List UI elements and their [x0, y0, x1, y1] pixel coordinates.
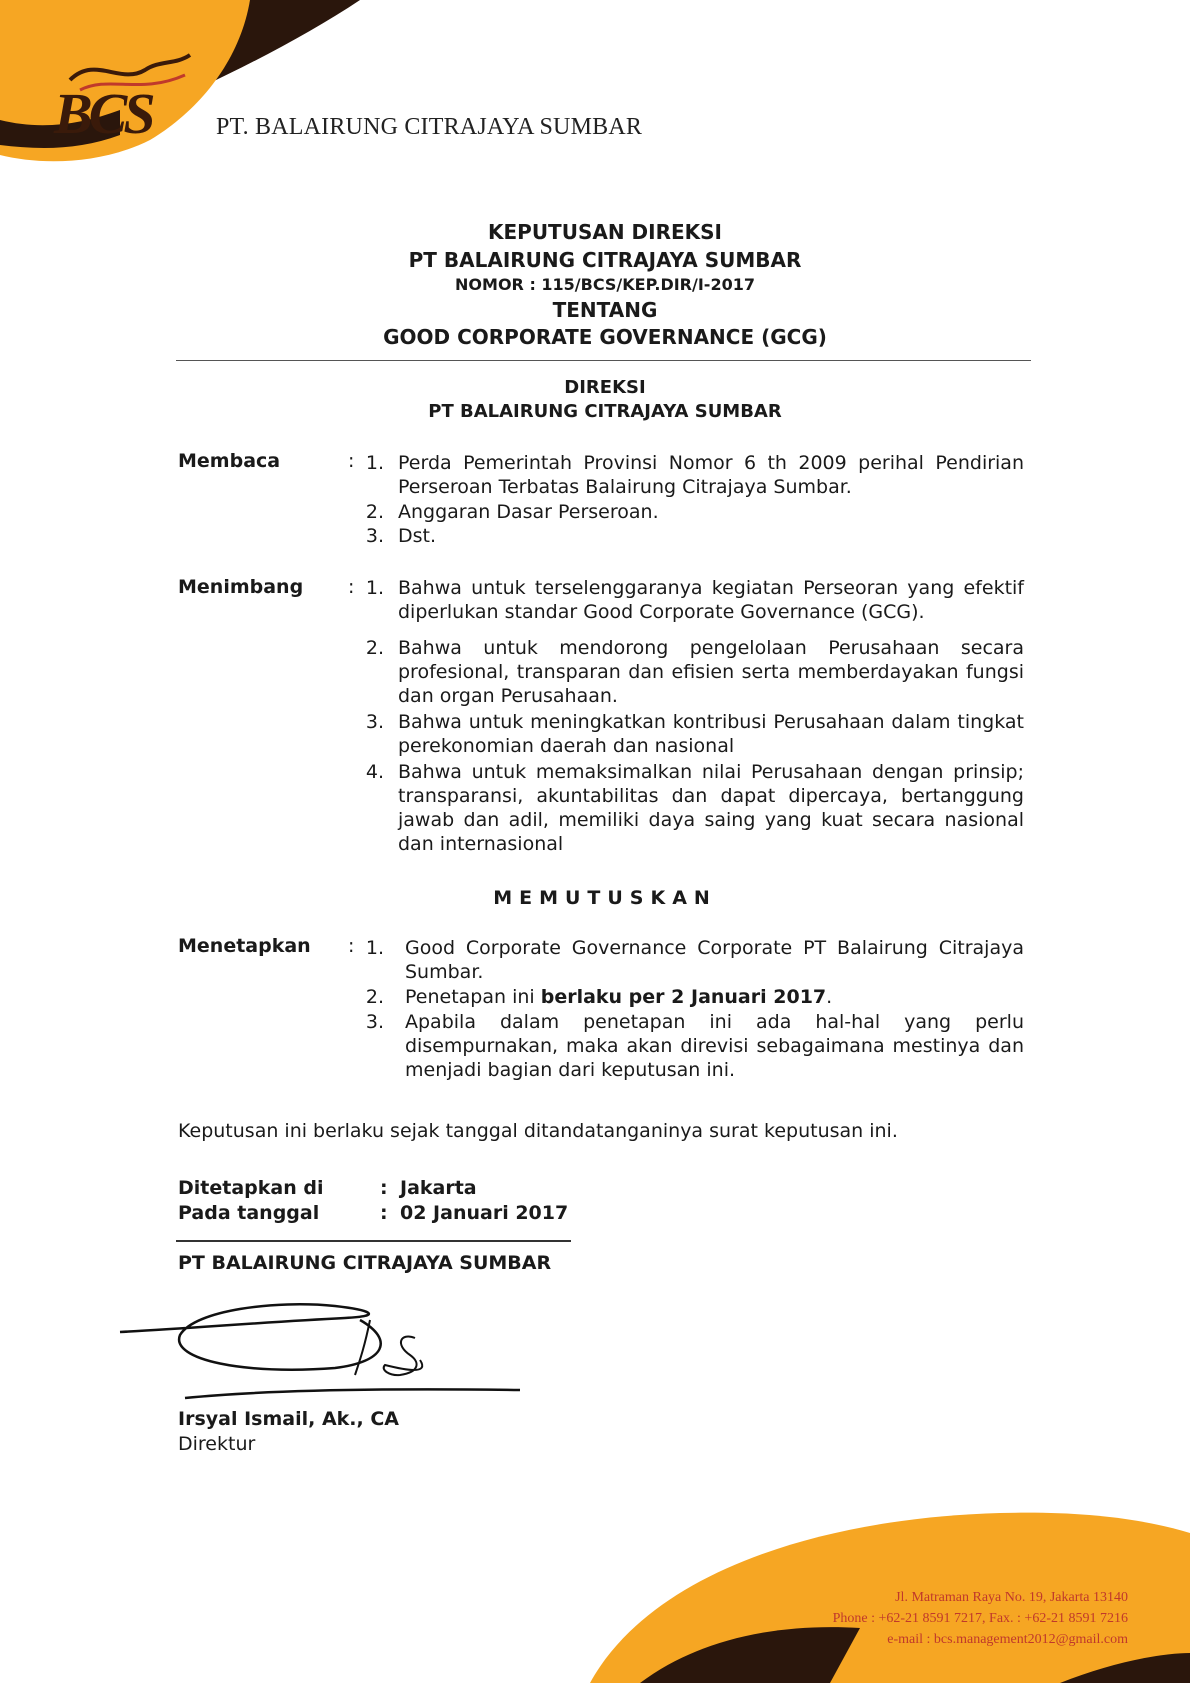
list-number: 1.	[365, 937, 384, 959]
list-item: Good Corporate Governance Corporate PT Balairung Citrajaya Sumbar.	[405, 937, 1024, 983]
list-item: Perda Pemerintah Provinsi Nomor 6 th 2009 perihal Pendirian Perseroan Terbatas Balairung Citrajaya Sumbar.	[398, 452, 1024, 498]
signature-image	[115, 1250, 535, 1400]
closing-statement: Keputusan ini berlaku sejak tanggal ditandatanganinya surat keputusan ini.	[178, 1120, 898, 1142]
list-number: 2.	[365, 637, 384, 659]
decision-about: TENTANG	[552, 298, 658, 322]
list-item-prefix: Penetapan ini	[405, 986, 541, 1008]
list-item-suffix: .	[826, 986, 833, 1008]
list-item: Bahwa untuk terselenggaranya kegiatan Perseoran yang efektif diperlukan standar Good Corporate Governance (GCG).	[398, 577, 1024, 623]
memutuskan-heading: MEMUTUSKAN	[493, 887, 717, 909]
date-label: Pada tanggal	[178, 1202, 320, 1224]
title-divider	[176, 360, 1031, 361]
list-item	[405, 985, 1024, 1009]
place-value: Jakarta	[400, 1177, 477, 1199]
signer-role: Direktur	[178, 1433, 256, 1455]
list-item: Bahwa untuk meningkatkan kontribusi Perusahaan dalam tingkat perekonomian daerah dan nasional	[398, 711, 1024, 757]
board-heading: DIREKSI	[564, 377, 646, 398]
menetapkan-colon: :	[348, 935, 355, 957]
list-number: 3.	[365, 711, 384, 733]
signer-name: Irsyal Ismail, Ak., CA	[178, 1408, 399, 1430]
footer-decoration	[0, 1463, 1190, 1683]
board-company: PT BALAIRUNG CITRAJAYA SUMBAR	[428, 401, 782, 422]
footer-phone: Phone : +62-21 8591 7217, Fax. : +62-21 8591 7216	[832, 1611, 1128, 1626]
list-item: Bahwa untuk memaksimalkan nilai Perusahaan dengan prinsip; transparansi, akuntabilitas dan dapat dipercaya, bertanggung jawab dan adil, memiliki daya saing yang kuat secara nasional dan internasional	[398, 761, 1024, 855]
company-header: PT. BALAIRUNG CITRAJAYA SUMBAR	[216, 114, 643, 140]
list-number: 3.	[365, 525, 384, 547]
footer-email: e-mail : bcs.management2012@gmail.com	[887, 1632, 1128, 1647]
list-item: Apabila dalam penetapan ini ada hal-hal yang perlu disempurnakan, maka akan direvisi sebagaimana mestinya dan menjadi bagian dari keputusan ini.	[405, 1011, 1024, 1081]
menimbang-colon: :	[348, 576, 355, 598]
signature-divider	[176, 1240, 571, 1242]
company-logo	[50, 50, 200, 150]
list-number: 1.	[365, 452, 384, 474]
date-value: 02 Januari 2017	[400, 1202, 569, 1224]
effective-date-emphasis: berlaku per 2 Januari 2017	[540, 986, 827, 1008]
list-item: Dst.	[398, 525, 437, 547]
list-item: Bahwa untuk mendorong pengelolaan Perusahaan secara profesional, transparan dan efisien serta memberdayakan fungsi dan organ Perusahaan.	[398, 637, 1024, 707]
decision-subject: GOOD CORPORATE GOVERNANCE (GCG)	[383, 325, 827, 349]
membaca-colon: :	[348, 450, 355, 472]
logo-text: BCS	[54, 81, 152, 146]
list-item: Anggaran Dasar Perseroan.	[398, 501, 659, 523]
decision-title: KEPUTUSAN DIREKSI	[488, 220, 722, 244]
place-colon: :	[380, 1177, 388, 1199]
list-number: 2.	[365, 986, 384, 1008]
list-number: 1.	[365, 577, 384, 599]
place-label: Ditetapkan di	[178, 1177, 324, 1199]
signing-company: PT BALAIRUNG CITRAJAYA SUMBAR	[178, 1252, 552, 1274]
menetapkan-label: Menetapkan	[178, 935, 311, 957]
date-colon: :	[380, 1202, 388, 1224]
membaca-label: Membaca	[178, 450, 281, 472]
list-number: 3.	[365, 1011, 384, 1033]
footer-address: Jl. Matraman Raya No. 19, Jakarta 13140	[895, 1590, 1128, 1605]
decision-company: PT BALAIRUNG CITRAJAYA SUMBAR	[408, 248, 802, 272]
decision-number: NOMOR : 115/BCS/KEP.DIR/I-2017	[455, 275, 755, 294]
list-number: 4.	[365, 761, 384, 783]
list-number: 2.	[365, 501, 384, 523]
menimbang-label: Menimbang	[178, 576, 304, 598]
